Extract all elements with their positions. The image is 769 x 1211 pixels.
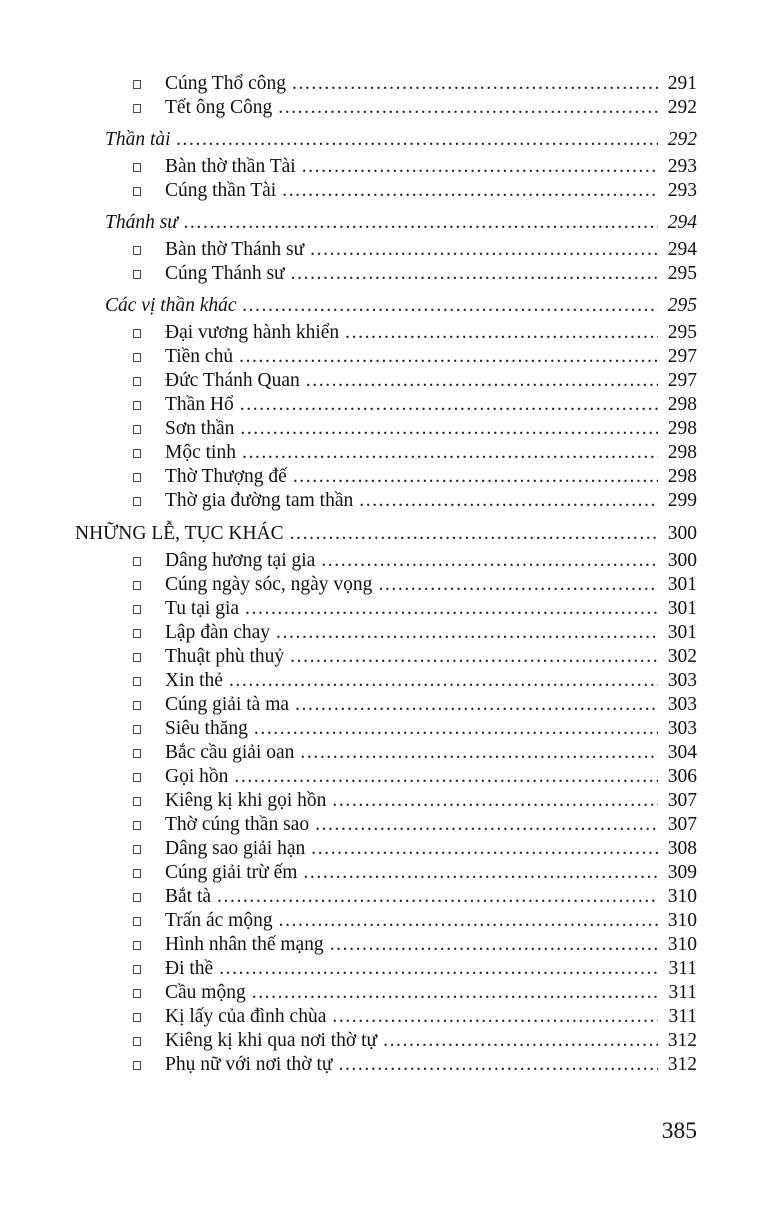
toc-entry-page: 311 [668, 1006, 697, 1027]
toc-entry-page: 307 [667, 790, 697, 811]
toc-entry-page: 297 [667, 370, 697, 391]
toc-entry-label: Cúng Thổ công [165, 73, 286, 94]
toc-entry-page: 307 [667, 814, 697, 835]
toc-entry-label: Siêu thăng [165, 718, 248, 739]
toc-entry-page: 306 [667, 766, 697, 787]
toc-entry [75, 933, 697, 957]
toc-entry [75, 693, 697, 717]
toc-entry-page: 301 [667, 598, 697, 619]
bullet-square-icon [133, 677, 141, 686]
dot-leader [240, 393, 658, 417]
toc-entry-label: Thờ Thượng đế [165, 466, 287, 487]
toc-entry-label: Tết ông Công [165, 97, 273, 118]
toc-entry-page: 298 [667, 466, 697, 487]
dot-leader [345, 321, 658, 345]
bullet-square-icon [133, 989, 141, 998]
toc-entry [75, 345, 697, 369]
toc-entry-page: 303 [667, 694, 697, 715]
toc-entry [75, 1005, 697, 1029]
toc-entry-label: Cúng giải trừ ếm [165, 862, 298, 883]
toc-entry-page: 302 [667, 646, 697, 667]
dot-leader [290, 522, 658, 546]
toc-entry-label: Gọi hồn [165, 766, 229, 787]
dot-leader [217, 885, 658, 909]
dot-leader [383, 1029, 658, 1053]
toc-entry-label: Lập đàn chay [165, 622, 271, 643]
toc-entry-label: Bắc cầu giải oan [165, 742, 295, 763]
toc-entry-page: 304 [667, 742, 697, 763]
toc-entry-label: Dâng sao giải hạn [165, 838, 306, 859]
toc-entry-label: Thánh sư [105, 212, 178, 233]
toc-entry [75, 789, 697, 813]
toc-entry-label: Tiền chủ [165, 346, 234, 367]
dot-leader [234, 765, 658, 789]
dot-leader [219, 957, 658, 981]
toc-entry-label: Bàn thờ Thánh sư [165, 239, 305, 260]
bullet-square-icon [133, 797, 141, 806]
dot-leader [300, 741, 658, 765]
toc-entry-label: Bắt tà [165, 886, 212, 907]
toc-entry-page: 310 [667, 910, 697, 931]
toc-entry-label: Cúng ngày sóc, ngày vọng [165, 574, 373, 595]
bullet-square-icon [133, 773, 141, 782]
bullet-square-icon [133, 725, 141, 734]
dot-leader [290, 645, 658, 669]
bullet-square-icon [133, 329, 141, 338]
bullet-square-icon [133, 893, 141, 902]
bullet-square-icon [133, 653, 141, 662]
bullet-square-icon [133, 557, 141, 566]
bullet-square-icon [133, 353, 141, 362]
toc-entry-page: 312 [667, 1030, 697, 1051]
toc-entry [75, 489, 697, 513]
toc-entry [75, 1053, 697, 1077]
dot-leader [245, 597, 658, 621]
toc-entry-label: Hình nhân thế mạng [165, 934, 324, 955]
dot-leader [239, 345, 658, 369]
dot-leader [315, 813, 658, 837]
toc-entry [75, 621, 697, 645]
bullet-square-icon [133, 1013, 141, 1022]
toc-entry-page: 300 [667, 550, 697, 571]
toc-entry-page: 293 [667, 156, 697, 177]
bullet-square-icon [133, 163, 141, 172]
bullet-square-icon [133, 869, 141, 878]
toc-entry-page: 312 [667, 1054, 697, 1075]
toc-entry-label: Bàn thờ thần Tài [165, 156, 296, 177]
toc-entry-page: 294 [667, 212, 697, 233]
bullet-square-icon [133, 629, 141, 638]
toc-entry [75, 741, 697, 765]
dot-leader [291, 262, 658, 286]
dot-leader [311, 837, 658, 861]
toc-entry [75, 262, 697, 286]
dot-leader [252, 981, 658, 1005]
toc-entry-page: 294 [667, 239, 697, 260]
toc-entry [75, 238, 697, 262]
toc-entry-label: Mộc tinh [165, 442, 236, 463]
toc-entry-label: Phụ nữ với nơi thờ tự [165, 1054, 333, 1075]
dot-leader [276, 621, 658, 645]
bullet-square-icon [133, 104, 141, 113]
toc-entry-page: 301 [667, 622, 697, 643]
toc-entry-page: 299 [667, 490, 697, 511]
dot-leader [240, 417, 658, 441]
bullet-square-icon [133, 1061, 141, 1070]
toc-entry-page: 310 [667, 886, 697, 907]
toc-entry [75, 669, 697, 693]
toc-entry [75, 549, 697, 573]
toc-entry-page: 311 [668, 958, 697, 979]
toc-entry [75, 417, 697, 441]
toc-entry [75, 72, 697, 96]
toc-entry-label: Thần Hổ [165, 394, 234, 415]
toc-entry-label: Cúng thần Tài [165, 180, 277, 201]
dot-leader [378, 573, 658, 597]
bullet-square-icon [133, 1037, 141, 1046]
toc-entry [75, 522, 697, 546]
dot-leader [282, 179, 658, 203]
toc-entry [75, 981, 697, 1005]
toc-entry [75, 885, 697, 909]
toc-entry-label: NHỮNG LỄ, TỤC KHÁC [75, 523, 284, 544]
toc-entry-label: Kị lấy của đình chùa [165, 1006, 327, 1027]
toc-entry [75, 179, 697, 203]
toc-entry [75, 597, 697, 621]
toc-entry [75, 211, 697, 235]
dot-leader [278, 96, 658, 120]
bullet-square-icon [133, 377, 141, 386]
bullet-square-icon [133, 401, 141, 410]
toc-entry-label: Cúng Thánh sư [165, 263, 285, 284]
bullet-square-icon [133, 449, 141, 458]
toc-entry-page: 292 [667, 129, 697, 150]
toc-entry-page: 309 [667, 862, 697, 883]
dot-leader [254, 717, 658, 741]
toc-entry [75, 321, 697, 345]
toc-entry [75, 861, 697, 885]
bullet-square-icon [133, 965, 141, 974]
toc-entry-page: 303 [667, 670, 697, 691]
toc-entry [75, 573, 697, 597]
dot-leader [177, 128, 658, 152]
dot-leader [295, 693, 658, 717]
dot-leader [303, 861, 658, 885]
dot-leader [292, 72, 658, 96]
toc-entry-label: Dâng hương tại gia [165, 550, 316, 571]
toc-entry-label: Kiêng kị khi gọi hồn [165, 790, 327, 811]
bullet-square-icon [133, 701, 141, 710]
toc-entry [75, 813, 697, 837]
toc-entry-label: Xin thẻ [165, 670, 223, 691]
toc-entry [75, 1029, 697, 1053]
toc-entry [75, 717, 697, 741]
bullet-square-icon [133, 749, 141, 758]
toc-list [75, 72, 697, 1077]
toc-entry [75, 294, 697, 318]
toc-entry [75, 465, 697, 489]
toc-entry [75, 957, 697, 981]
toc-entry-label: Đức Thánh Quan [165, 370, 300, 391]
toc-entry-page: 298 [667, 442, 697, 463]
toc-entry-page: 293 [667, 180, 697, 201]
dot-leader [242, 441, 658, 465]
toc-entry-label: Các vị thần khác [105, 295, 237, 316]
toc-entry-page: 308 [667, 838, 697, 859]
toc-entry-label: Đại vương hành khiển [165, 322, 340, 343]
dot-leader [229, 669, 658, 693]
bullet-square-icon [133, 425, 141, 434]
toc-entry [75, 765, 697, 789]
toc-entry-page: 298 [667, 418, 697, 439]
bullet-square-icon [133, 473, 141, 482]
toc-entry-page: 295 [667, 295, 697, 316]
dot-leader [310, 238, 658, 262]
toc-entry-label: Cúng giải tà ma [165, 694, 290, 715]
dot-leader [359, 489, 658, 513]
dot-leader [302, 155, 658, 179]
toc-entry [75, 645, 697, 669]
toc-entry-page: 291 [667, 73, 697, 94]
toc-entry [75, 155, 697, 179]
toc-entry-label: Thuật phù thuỷ [165, 646, 285, 667]
toc-entry [75, 441, 697, 465]
toc-entry-page: 297 [667, 346, 697, 367]
bullet-square-icon [133, 605, 141, 614]
dot-leader [306, 369, 658, 393]
dot-leader [332, 1005, 658, 1029]
bullet-square-icon [133, 941, 141, 950]
toc-entry-page: 301 [667, 574, 697, 595]
page-number: 385 [661, 1118, 697, 1144]
toc-entry [75, 96, 697, 120]
toc-entry [75, 909, 697, 933]
toc-entry-page: 292 [667, 97, 697, 118]
toc-entry-page: 311 [668, 982, 697, 1003]
toc-entry-label: Tu tại gia [165, 598, 240, 619]
dot-leader [338, 1053, 658, 1077]
toc-entry-page: 295 [667, 263, 697, 284]
dot-leader [184, 211, 658, 235]
bullet-square-icon [133, 917, 141, 926]
toc-entry-label: Thần tài [105, 129, 171, 150]
toc-entry-label: Kiêng kị khi qua nơi thờ tự [165, 1030, 378, 1051]
bullet-square-icon [133, 187, 141, 196]
bullet-square-icon [133, 845, 141, 854]
dot-leader [332, 789, 658, 813]
toc-entry-label: Đi thề [165, 958, 214, 979]
toc-entry-label: Thờ cúng thần sao [165, 814, 310, 835]
toc-entry-label: Cầu mộng [165, 982, 246, 1003]
bullet-square-icon [133, 246, 141, 255]
toc-entry-page: 310 [667, 934, 697, 955]
toc-entry-label: Thờ gia đường tam thần [165, 490, 354, 511]
toc-entry-label: Trấn ác mộng [165, 910, 273, 931]
toc-entry [75, 837, 697, 861]
toc-entry [75, 128, 697, 152]
toc-entry [75, 393, 697, 417]
toc-entry-page: 303 [667, 718, 697, 739]
toc-entry [75, 369, 697, 393]
dot-leader [293, 465, 658, 489]
bullet-square-icon [133, 581, 141, 590]
dot-leader [279, 909, 658, 933]
toc-entry-page: 295 [667, 322, 697, 343]
toc-entry-page: 298 [667, 394, 697, 415]
dot-leader [330, 933, 658, 957]
bullet-square-icon [133, 497, 141, 506]
toc-entry-label: Sơn thần [165, 418, 235, 439]
bullet-square-icon [133, 270, 141, 279]
dot-leader [321, 549, 658, 573]
toc-entry-page: 300 [667, 523, 697, 544]
bullet-square-icon [133, 80, 141, 89]
bullet-square-icon [133, 821, 141, 830]
dot-leader [243, 294, 658, 318]
